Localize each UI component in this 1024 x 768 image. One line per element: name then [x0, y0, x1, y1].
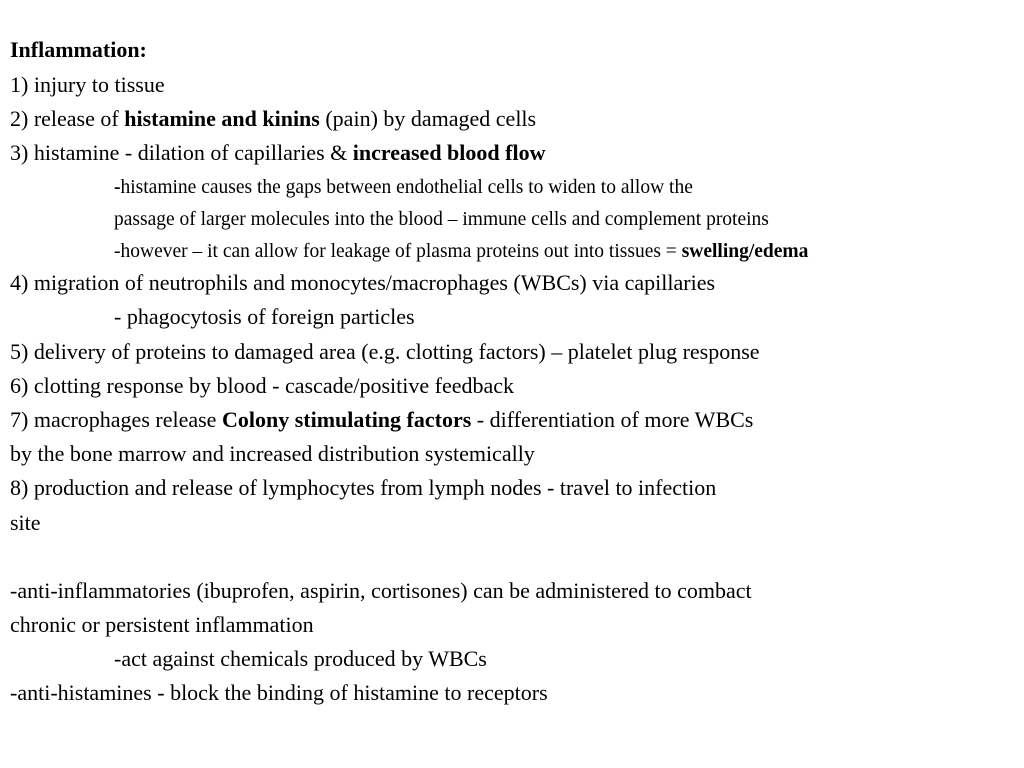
anti-histamines-note: -anti-histamines - block the binding of histamine to receptors — [10, 680, 548, 705]
step-6: 6) clotting response by blood - cascade/positive feedback — [10, 373, 515, 398]
step-3-sub-1-dash: - — [114, 177, 121, 198]
step-3 — [10, 140, 545, 166]
step-3-sub-3-bold: swelling/edema — [681, 241, 809, 262]
step-7-text: 7) macrophages release — [10, 407, 222, 432]
anti-inflammatories-sub: -act against chemicals produced by WBCs — [114, 646, 487, 671]
step-3-sub-3 — [114, 240, 808, 264]
step-3-bold: increased blood flow — [352, 140, 546, 165]
anti-inflammatories-note: -anti-inflammatories (ibuprofen, aspirin, cortisones) can be administered to combact — [10, 578, 752, 603]
step-7-text-end: - differentiation of more WBCs — [471, 407, 754, 432]
step-3-text: 3) histamine - dilation of capillaries & — [10, 140, 353, 165]
step-3-sub-2: passage of larger molecules into the blood – immune cells and complement proteins — [114, 209, 769, 230]
step-1: 1) injury to tissue — [10, 72, 165, 97]
step-2-bold: histamine and kinins — [124, 106, 320, 131]
step-2 — [10, 106, 536, 132]
step-7 — [10, 407, 753, 433]
anti-inflammatories-note-continued: chronic or persistent inflammation — [10, 612, 314, 637]
step-8: 8) production and release of lymphocytes from lymph nodes - travel to infection — [10, 475, 717, 500]
step-8-continued: site — [10, 510, 41, 535]
step-3-sub-1 — [114, 176, 693, 200]
slide-title: Inflammation: — [10, 37, 147, 62]
step-4: 4) migration of neutrophils and monocytes/macrophages (WBCs) via capillaries — [10, 270, 716, 295]
step-3-sub-1-text: histamine causes the gaps between endothelial cells to widen to allow the — [120, 177, 693, 198]
step-7-continued: by the bone marrow and increased distribution systemically — [10, 441, 535, 466]
step-4-sub: - phagocytosis of foreign particles — [114, 304, 415, 329]
step-2-text: 2) release of — [10, 106, 125, 131]
step-2-text-end: (pain) by damaged cells — [319, 106, 537, 131]
step-5: 5) delivery of proteins to damaged area (e.g. clotting factors) – platelet plug response — [10, 339, 760, 364]
step-3-sub-3-text: -however – it can allow for leakage of plasma proteins out into tissues = — [114, 241, 682, 262]
step-7-bold: Colony stimulating factors — [221, 407, 472, 432]
